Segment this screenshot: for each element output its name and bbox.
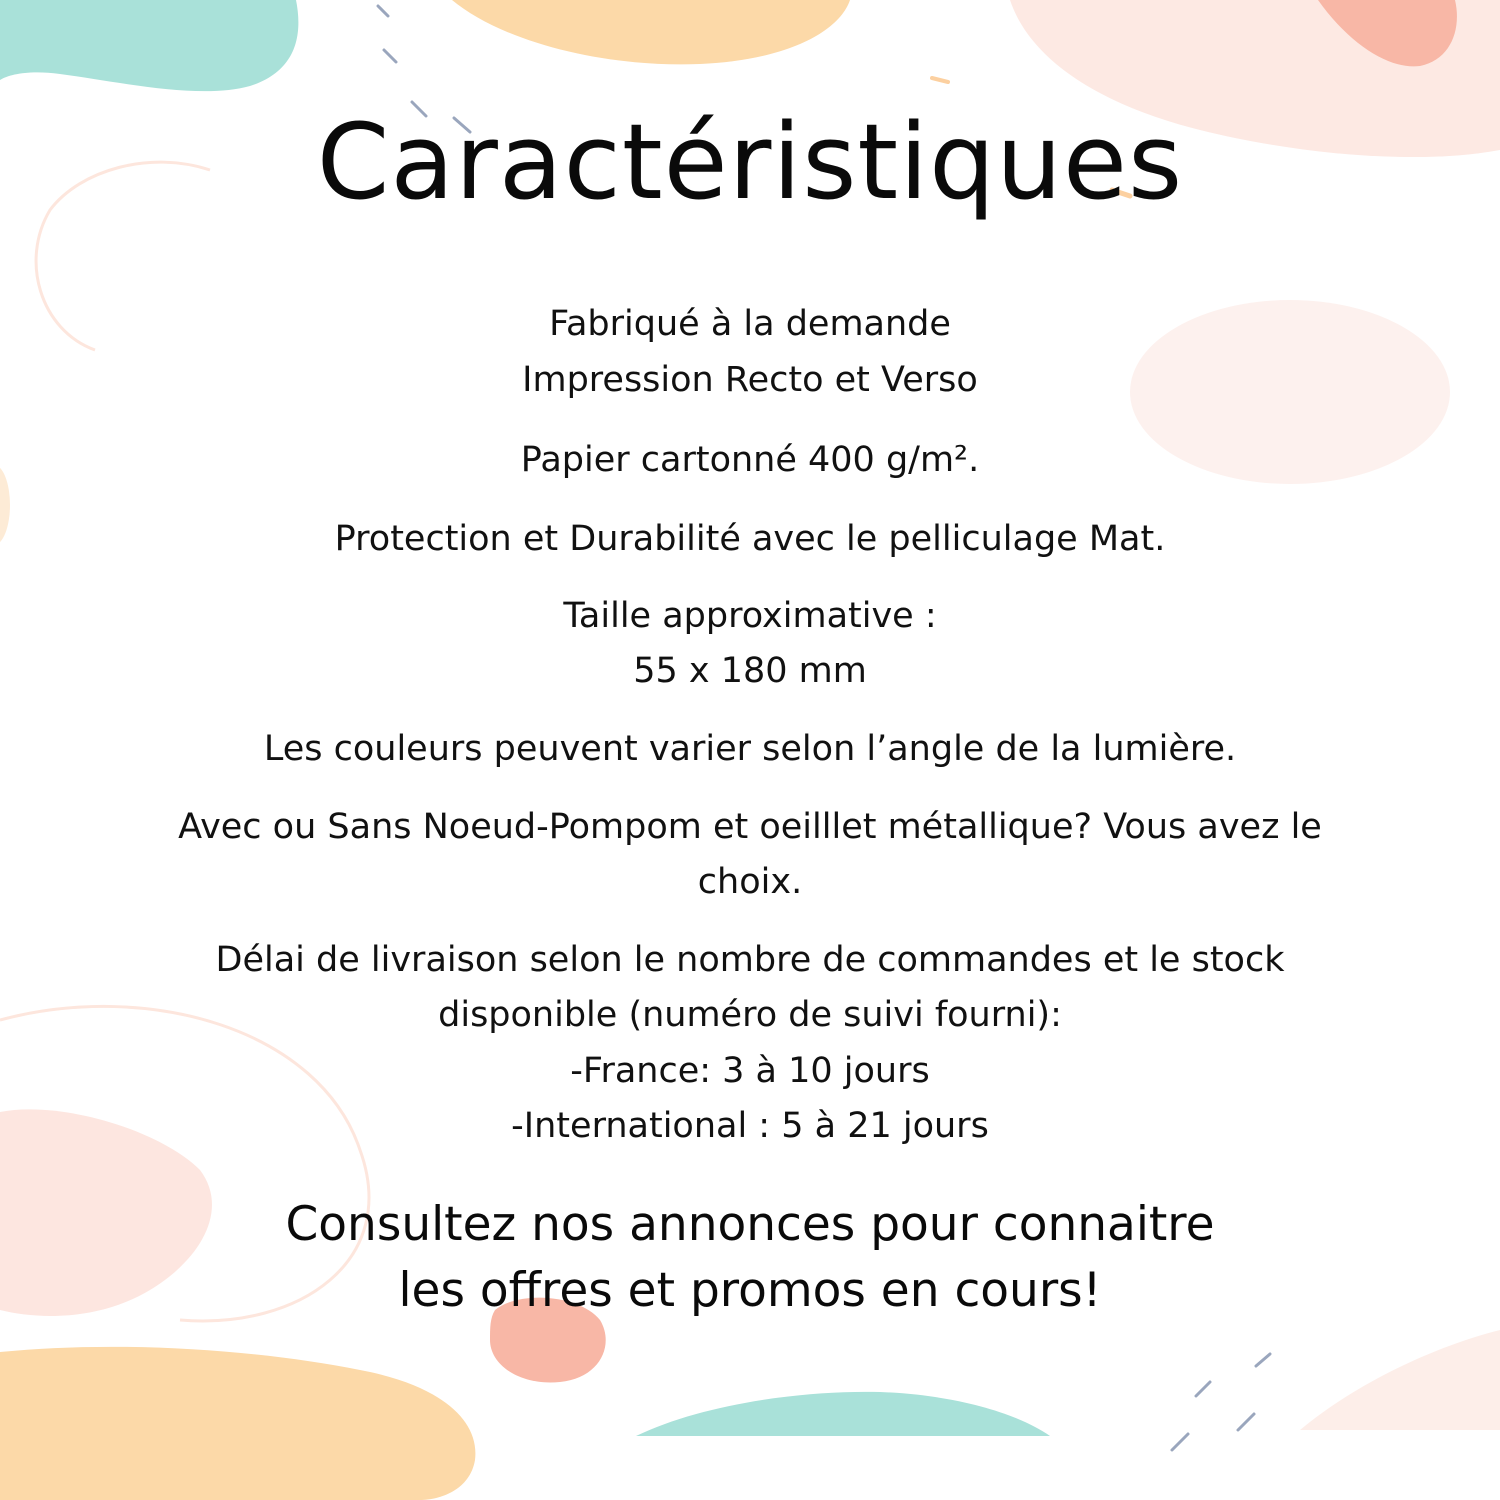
delivery-international: -International : 5 à 21 jours	[511, 1106, 989, 1146]
feature-made-to-order: Fabriqué à la demande	[549, 304, 951, 344]
feature-options-line1: Avec ou Sans Noeud-Pompom et oeilllet métallique? Vous avez le	[178, 807, 1322, 847]
feature-protection: Protection et Durabilité avec le pelliculage Mat.	[334, 519, 1166, 559]
delivery-france: -France: 3 à 10 jours	[570, 1051, 930, 1091]
delivery-line1: Délai de livraison selon le nombre de commandes et le stock	[215, 940, 1285, 980]
delivery-line2: disponible (numéro de suivi fourni):	[438, 995, 1062, 1035]
cta-line1: Consultez nos annonces pour connaitre	[285, 1197, 1215, 1252]
feature-print-sides: Impression Recto et Verso	[522, 360, 978, 400]
feature-options-line2: choix.	[697, 862, 803, 902]
cta-line2: les offres et promos en cours!	[398, 1263, 1102, 1318]
feature-size-value: 55 x 180 mm	[633, 651, 867, 691]
feature-size-label: Taille approximative :	[563, 596, 937, 636]
feature-paper-weight: Papier cartonné 400 g/m².	[520, 440, 980, 480]
page-title: Caractéristiques	[316, 101, 1184, 223]
feature-colors-note: Les couleurs peuvent varier selon l’angle de la lumière.	[263, 729, 1237, 769]
